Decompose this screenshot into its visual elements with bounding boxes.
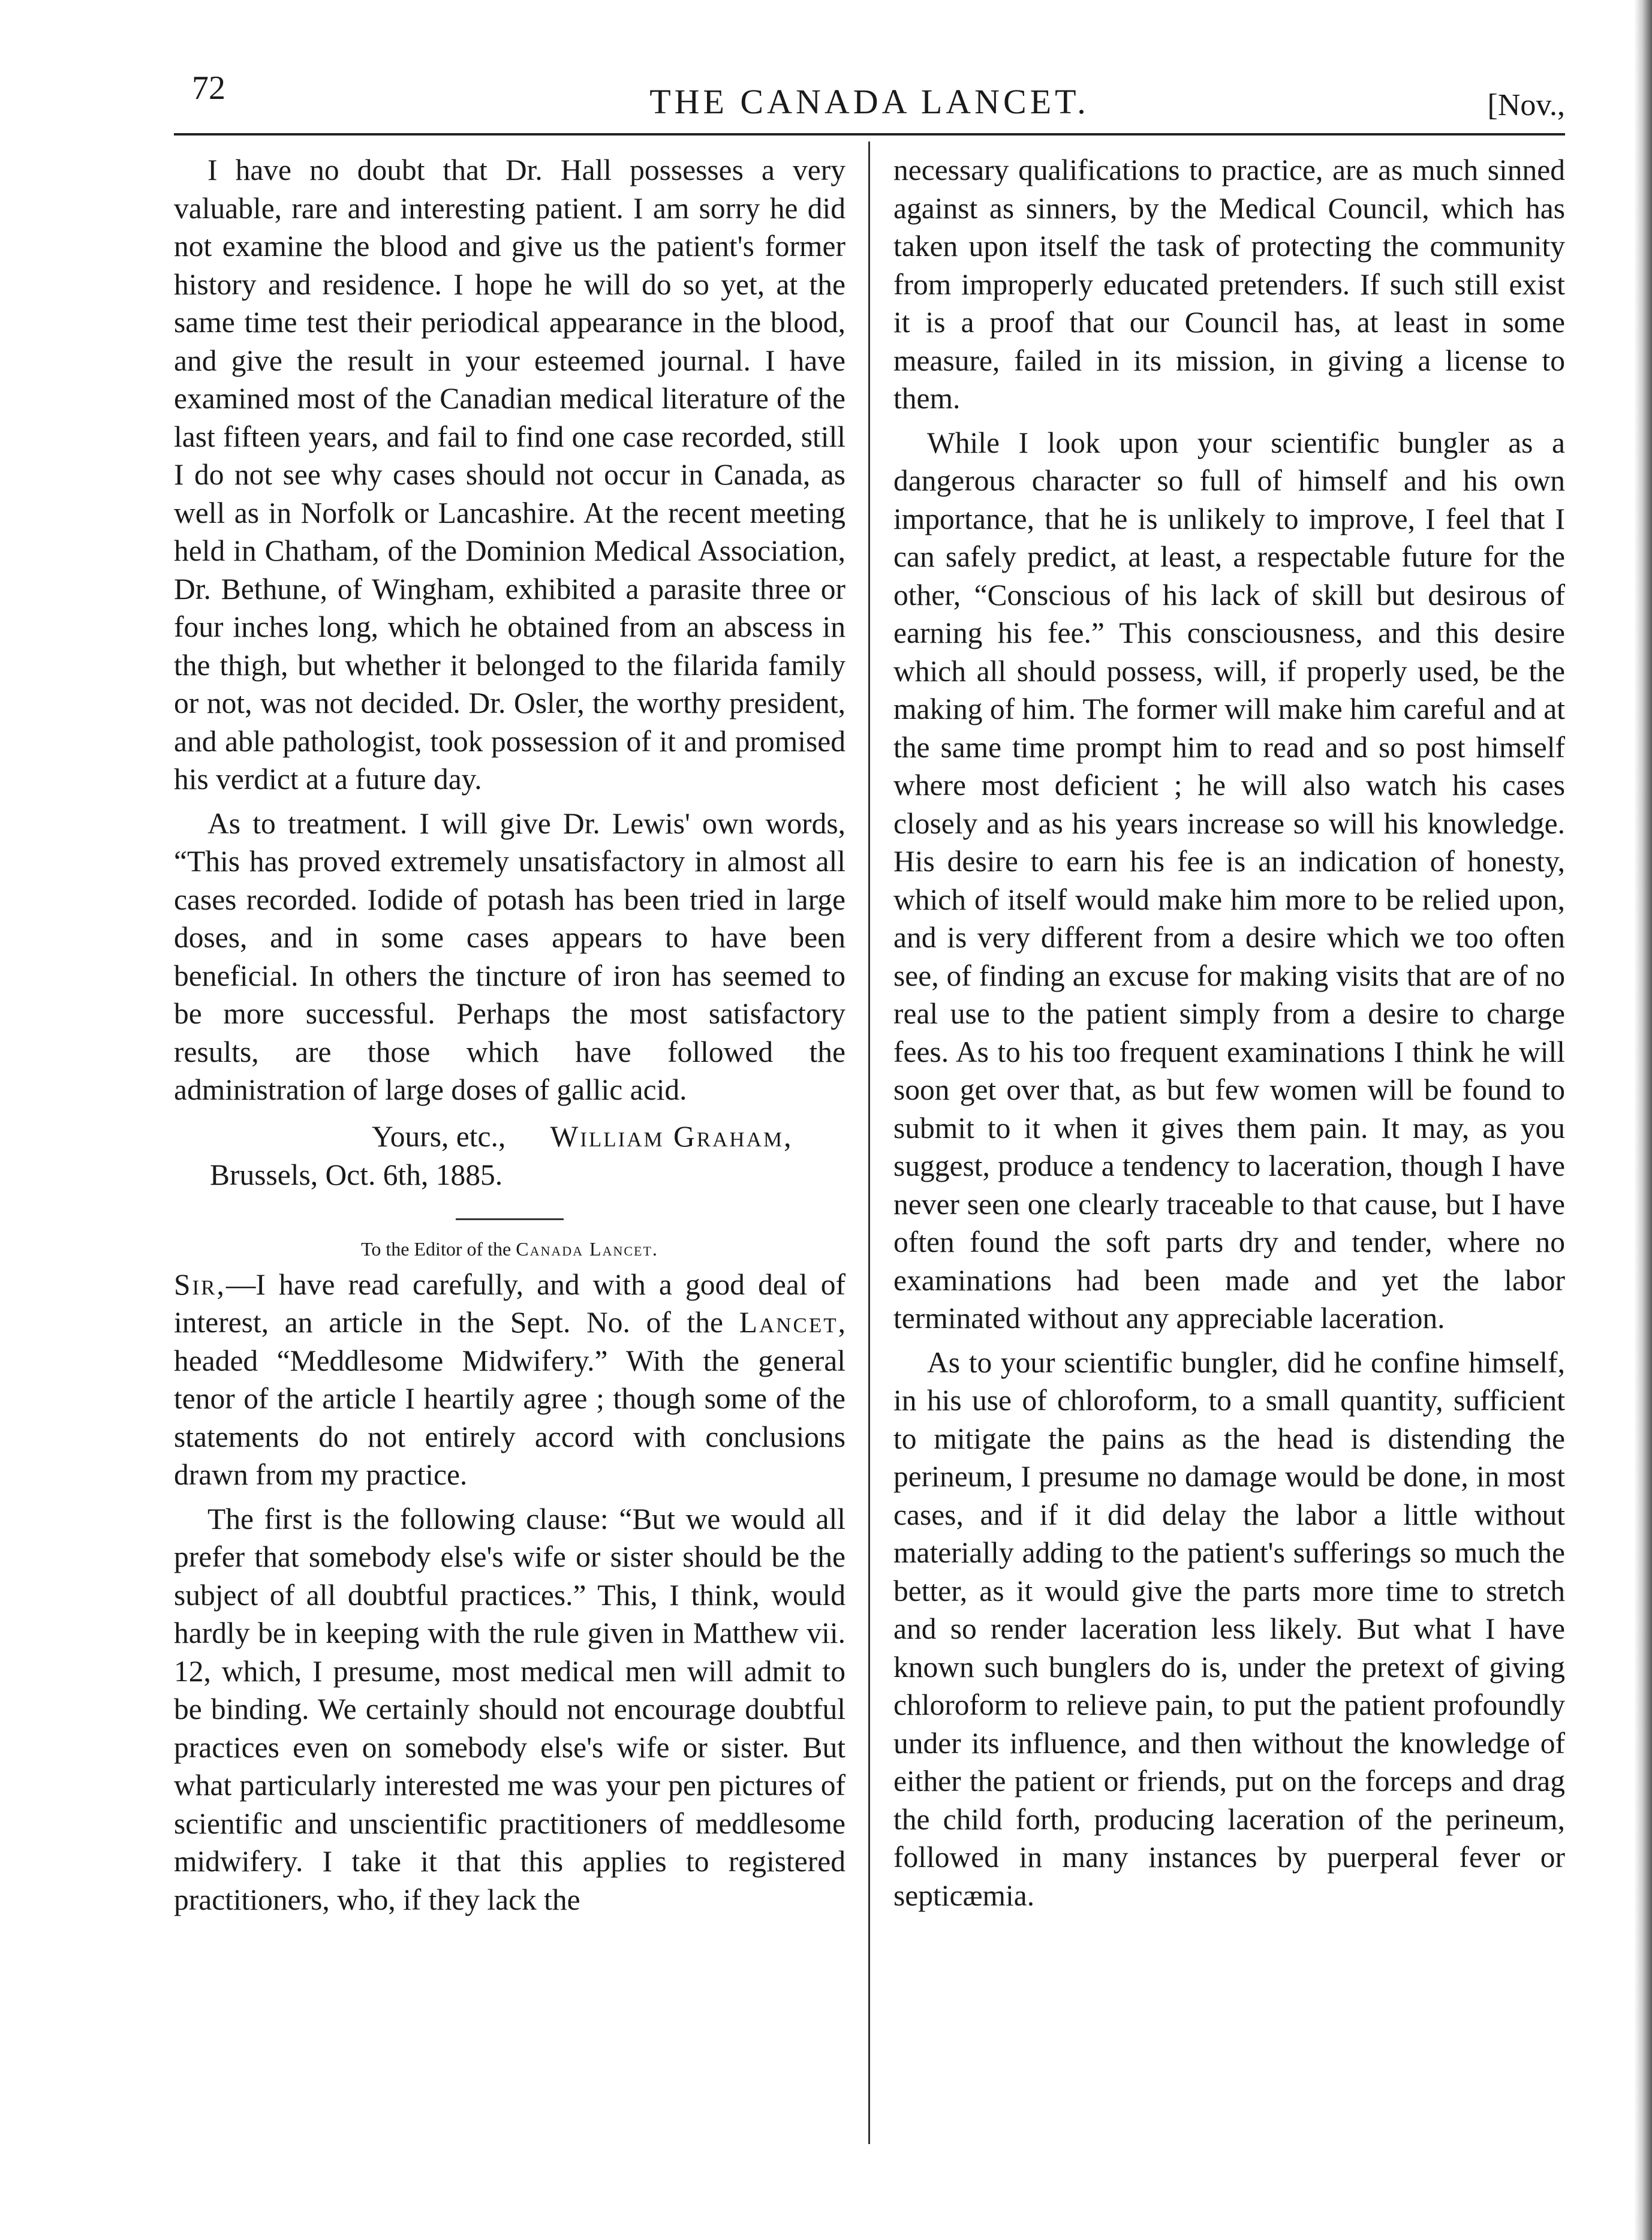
journal-page <box>174 66 1565 2152</box>
letter-heading <box>174 1236 845 1262</box>
page-edge-shadow <box>1634 0 1652 2240</box>
running-header <box>174 66 1565 136</box>
paragraph: As to your scientific bungler, did he confine himself, in his use of chloroform, to a small quantity, sufficient to mitigate the pains as the head is distending the perineum, I presume no damage would be done, in most cases, and if it did delay the labor a little without materially adding to the patient's sufferings so much the better, as it would give the parts more time to stretch and so render laceration less likely. But what I have known such bunglers do is, under the pretext of giving chloroform to relieve pain, to put the patient profoundly under its influence, and then without the knowledge of either the patient or friends, put on the forceps and drag the child forth, producing laceration of the perineum, followed in many instances by puerperal fever or septicæmia. <box>893 1345 1565 1912</box>
closing-phrase: Yours, etc., <box>372 1119 506 1153</box>
paragraph: necessary qualifications to practice, are as much sinned against as sinners, by the Medical Council, which has taken upon itself the task of protecting the community from improperly educated pretenders. If such still exist it is a proof that our Council has, at least in some measure, failed in its mission, in giving a license to them. <box>893 153 1565 415</box>
issue-month: [Nov., <box>1487 88 1565 122</box>
right-column <box>893 151 1565 1920</box>
paragraph: The first is the following clause: “But we would all prefer that somebody else's wife or sister should be the subject of all doubtful practices.” This, I think, would hardly be in keeping with the rule given in Matthew vii. 12, which, I presume, most medical men will admit to be binding. We certainly should not encourage doubtful practices even on somebody else's wife or sister. But what particularly interested me was your pen pictures of scientific and unscientific practitioners of meddlesome midwifery. I take it that this applies to registered practitioners, who, if they lack the <box>174 1502 845 1916</box>
paragraph: I have no doubt that Dr. Hall possesses a very valuable, rare and interesting patient. I am sorry he did not examine the blood and give us the patient's former history and residence. I hope he will do so yet, at the same time test their periodical appearance in the blood, and give the result in your esteemed journal. I have examined most of the Canadian medical literature of the last fifteen years, and fail to find one case recorded, still I do not see why cases should not occur in Canada, as well as in Norfolk or Lancashire. At the recent meeting held in Chatham, of the Dominion Medical Association, Dr. Bethune, of Wingham, exhibited a parasite three or four inches long, which he obtained from an abscess in the thigh, but whether it belonged to the filarida family or not, was not decided. Dr. Osler, the worthy president, and able pathologist, took possession of it and promised his verdict at a future day. <box>174 153 845 796</box>
journal-title: THE CANADA LANCET. <box>649 82 1090 121</box>
paragraph <box>174 1266 845 1494</box>
paragraph: As to treatment. I will give Dr. Lewis' own words, “This has proved extremely unsatisfactory in almost all cases recorded. Iodide of potash has been tried in large doses, and in some cases appears to have been beneficial. In others the tincture of iron has seemed to be more successful. Perhaps the most satisfactory results, are those which have followed the administration of large doses of gallic acid. <box>174 806 845 1106</box>
letter-signoff <box>174 1118 845 1194</box>
left-column <box>174 151 845 1925</box>
paragraph-text: , headed “Meddlesome Midwifery.” With the general tenor of the article I heartily agree ; though some of the statements do not entirely accord with conclusions drawn from my practice. <box>174 1306 845 1491</box>
salutation: Sir, <box>174 1267 226 1301</box>
page-number: 72 <box>192 70 225 107</box>
signature-line <box>174 1118 845 1156</box>
section-separator <box>456 1218 564 1220</box>
paragraph-text: —I have read carefully, and with a good deal of interest, an article in the Sept. No. of the <box>174 1267 845 1339</box>
journal-reference: Lancet <box>739 1306 838 1339</box>
paragraph: While I look upon your scientific bungler as a dangerous character so full of himself and his own importance, that he is unlikely to improve, I feel that I can safely predict, at least, a respectable future for the other, “Conscious of his lack of skill but desirous of earning his fee.” This consciousness, and this desire which all should possess, will, if properly used, be the making of him. The former will make him careful and at the same time prompt him to read and so post himself where most deficient ; he will also watch his cases closely and as his years increase so will his knowledge. His desire to earn his fee is an indication of honesty, which of itself would make him more to be relied upon, and is very different from a desire which we too often see, of finding an excuse for making visits that are of no real use to the patient simply from a desire to charge fees. As to his too frequent examinations I think he will soon get over that, as but few women will be found to submit to it when it gives them pain. It may, as you suggest, produce a tendency to laceration, though I have never seen one clearly traceable to that cause, but I have often found the soft parts dry and tender, where no examinations had been made and yet the labor terminated without any appreciable laceration. <box>893 426 1565 1335</box>
letter-heading-journal: Canada Lancet. <box>516 1238 658 1260</box>
place-date-line: Brussels, Oct. 6th, 1885. <box>210 1158 503 1191</box>
letter-heading-prefix: To the Editor of the <box>361 1238 511 1260</box>
column-divider <box>868 141 870 2144</box>
author-name: William Graham, <box>550 1119 793 1153</box>
